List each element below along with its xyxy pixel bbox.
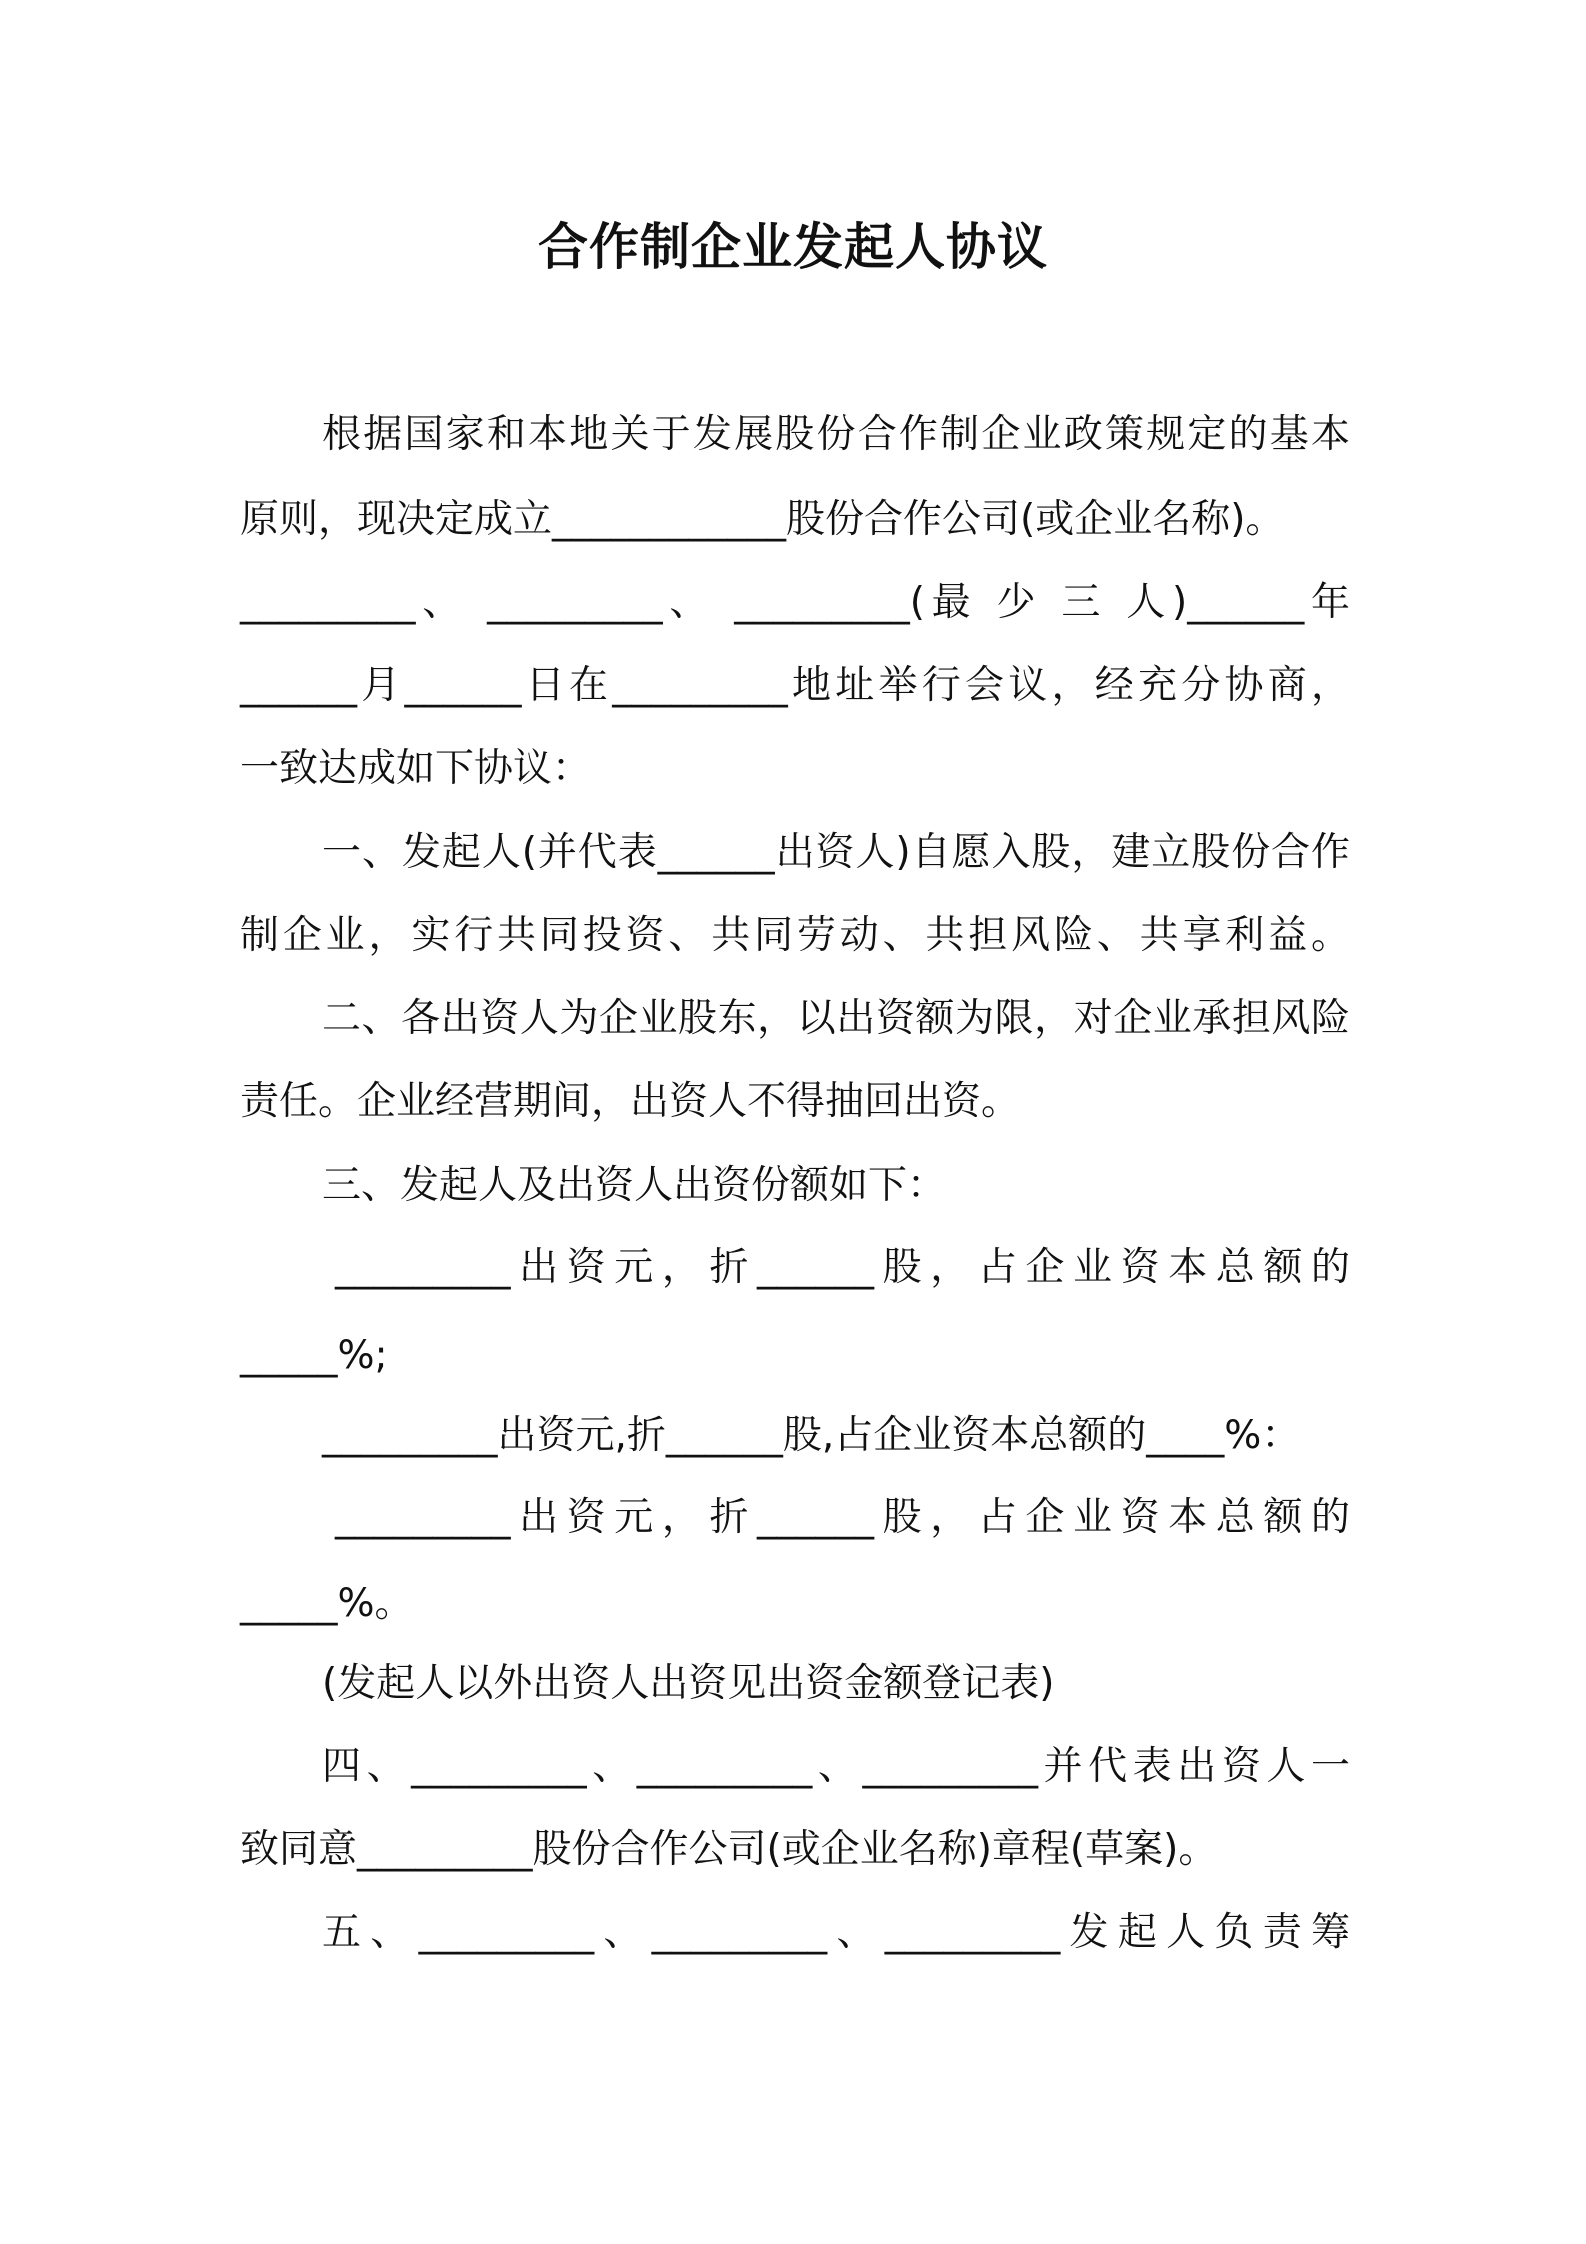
share-entry-3-line-1: _________出资元，折______股，占企业资本总额的 bbox=[335, 1495, 1350, 1540]
share-note: (发起人以外出资人出资见出资金额登记表) bbox=[322, 1661, 1055, 1706]
clause-4-line-2: 致同意_________股份合作公司(或企业名称)章程(草案)。 bbox=[240, 1827, 1218, 1872]
paragraph-line-1: 根据国家和本地关于发展股份合作制企业政策规定的基本 bbox=[322, 412, 1350, 457]
document-title: 合作制企业发起人协议 bbox=[538, 218, 1048, 276]
paragraph-line-5: 一致达成如下协议： bbox=[240, 746, 592, 791]
paragraph-line-2: 原则，现决定成立____________股份合作公司(或企业名称)。 bbox=[240, 497, 1285, 542]
clause-1-line-2: 制企业，实行共同投资、共同劳动、共担风险、共享利益。 bbox=[240, 913, 1350, 958]
clause-4-line-1: 四、_________、_________、_________并代表出资人一 bbox=[322, 1744, 1350, 1789]
clause-2-line-1: 二、各出资人为企业股东，以出资额为限，对企业承担风险 bbox=[322, 996, 1350, 1041]
share-entry-1-line-2: _____%; bbox=[240, 1333, 388, 1378]
clause-2-line-2: 责任。企业经营期间，出资人不得抽回出资。 bbox=[240, 1079, 1021, 1124]
share-entry-2: _________出资元,折______股,占企业资本总额的____%： bbox=[322, 1413, 1301, 1458]
share-entry-3-line-2: _____%。 bbox=[240, 1581, 414, 1626]
clause-1-line-1: 一、发起人(并代表______出资人)自愿入股，建立股份合作 bbox=[322, 830, 1350, 875]
paragraph-line-3: _________、 _________、 _________(最 少 三 人)______年 bbox=[240, 580, 1350, 625]
clause-5-line-1: 五、_________、_________、_________发起人负责筹 bbox=[322, 1910, 1350, 1955]
clause-3-line-1: 三、发起人及出资人出资份额如下： bbox=[322, 1163, 947, 1208]
share-entry-1-line-1: _________出资元，折______股，占企业资本总额的 bbox=[335, 1245, 1350, 1290]
paragraph-line-4: ______月______日在_________地址举行会议，经充分协商， bbox=[240, 663, 1350, 708]
